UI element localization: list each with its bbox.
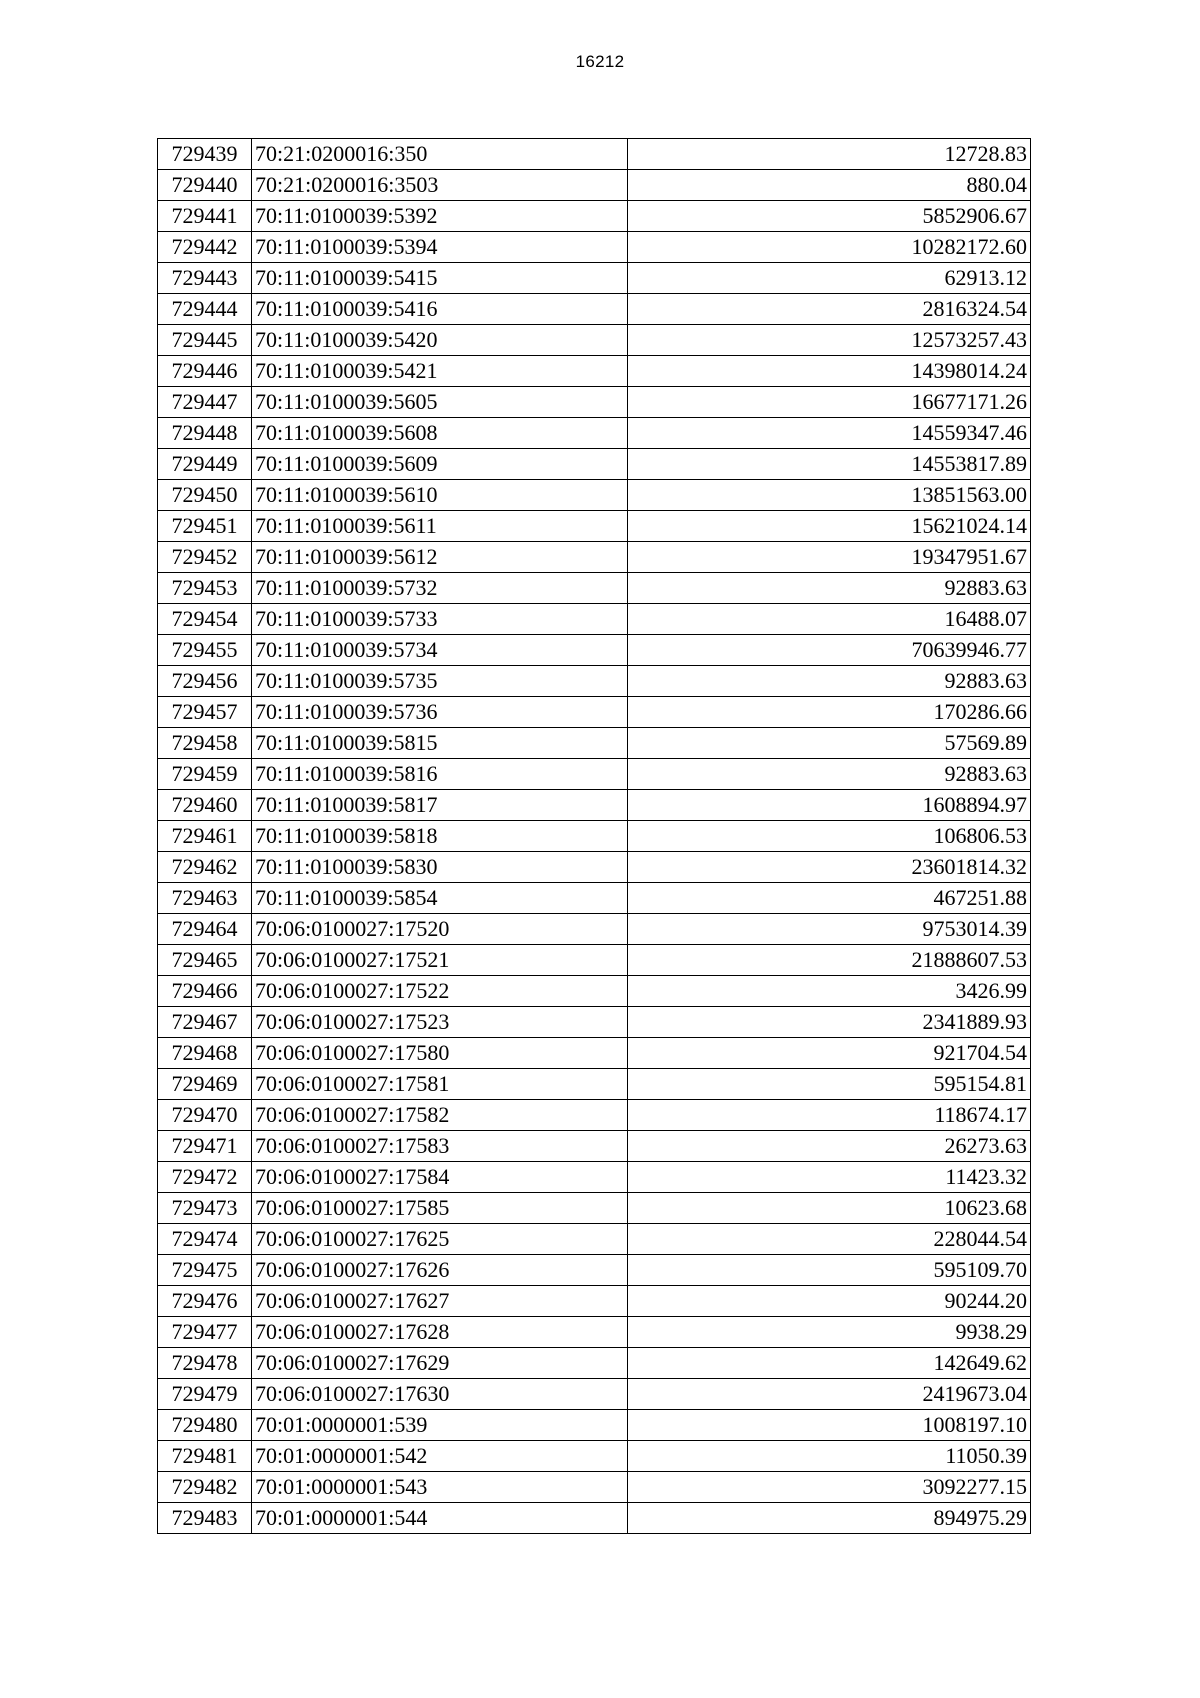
cadastral-number-cell: 70:06:0100027:17629 (252, 1348, 628, 1379)
cadastral-value-cell: 2419673.04 (628, 1379, 1031, 1410)
table-row (158, 914, 1031, 945)
row-number-cell: 729472 (158, 1162, 252, 1193)
table-row (158, 604, 1031, 635)
table-row (158, 573, 1031, 604)
row-number-cell: 729447 (158, 387, 252, 418)
table-row (158, 821, 1031, 852)
cadastral-value-cell: 595154.81 (628, 1069, 1031, 1100)
row-number-cell: 729476 (158, 1286, 252, 1317)
cadastral-value-cell: 894975.29 (628, 1503, 1031, 1534)
cadastral-number-cell: 70:11:0100039:5818 (252, 821, 628, 852)
cadastral-value-cell: 5852906.67 (628, 201, 1031, 232)
table-row (158, 1100, 1031, 1131)
table-row (158, 511, 1031, 542)
table-row (158, 325, 1031, 356)
table-row (158, 418, 1031, 449)
row-number-cell: 729467 (158, 1007, 252, 1038)
table-row (158, 449, 1031, 480)
row-number-cell: 729459 (158, 759, 252, 790)
cadastral-number-cell: 70:01:0000001:543 (252, 1472, 628, 1503)
row-number-cell: 729477 (158, 1317, 252, 1348)
cadastral-value-cell: 2341889.93 (628, 1007, 1031, 1038)
cadastral-number-cell: 70:06:0100027:17630 (252, 1379, 628, 1410)
cadastral-number-cell: 70:11:0100039:5815 (252, 728, 628, 759)
table-row (158, 170, 1031, 201)
cadastral-value-cell: 118674.17 (628, 1100, 1031, 1131)
row-number-cell: 729483 (158, 1503, 252, 1534)
row-number-cell: 729449 (158, 449, 252, 480)
cadastral-number-cell: 70:11:0100039:5736 (252, 697, 628, 728)
cadastral-number-cell: 70:06:0100027:17522 (252, 976, 628, 1007)
row-number-cell: 729464 (158, 914, 252, 945)
cadastral-value-cell: 12573257.43 (628, 325, 1031, 356)
row-number-cell: 729445 (158, 325, 252, 356)
cadastral-value-cell: 15621024.14 (628, 511, 1031, 542)
table-row (158, 1472, 1031, 1503)
cadastral-value-cell: 921704.54 (628, 1038, 1031, 1069)
table-row (158, 480, 1031, 511)
table-row (158, 1379, 1031, 1410)
cadastral-number-cell: 70:11:0100039:5394 (252, 232, 628, 263)
cadastral-value-cell: 1008197.10 (628, 1410, 1031, 1441)
row-number-cell: 729450 (158, 480, 252, 511)
row-number-cell: 729475 (158, 1255, 252, 1286)
table-row (158, 232, 1031, 263)
cadastral-number-cell: 70:11:0100039:5609 (252, 449, 628, 480)
table-row (158, 666, 1031, 697)
cadastral-number-cell: 70:01:0000001:544 (252, 1503, 628, 1534)
row-number-cell: 729468 (158, 1038, 252, 1069)
row-number-cell: 729452 (158, 542, 252, 573)
table-row (158, 945, 1031, 976)
cadastral-value-cell: 2816324.54 (628, 294, 1031, 325)
cadastral-number-cell: 70:06:0100027:17583 (252, 1131, 628, 1162)
table-row (158, 1038, 1031, 1069)
row-number-cell: 729474 (158, 1224, 252, 1255)
cadastral-value-cell: 26273.63 (628, 1131, 1031, 1162)
row-number-cell: 729461 (158, 821, 252, 852)
cadastral-number-cell: 70:11:0100039:5420 (252, 325, 628, 356)
cadastral-value-cell: 23601814.32 (628, 852, 1031, 883)
row-number-cell: 729442 (158, 232, 252, 263)
cadastral-number-cell: 70:01:0000001:539 (252, 1410, 628, 1441)
row-number-cell: 729443 (158, 263, 252, 294)
cadastral-number-cell: 70:11:0100039:5610 (252, 480, 628, 511)
row-number-cell: 729455 (158, 635, 252, 666)
cadastral-number-cell: 70:11:0100039:5816 (252, 759, 628, 790)
row-number-cell: 729482 (158, 1472, 252, 1503)
table-row (158, 635, 1031, 666)
cadastral-value-cell: 13851563.00 (628, 480, 1031, 511)
row-number-cell: 729441 (158, 201, 252, 232)
cadastral-number-cell: 70:06:0100027:17626 (252, 1255, 628, 1286)
cadastral-number-cell: 70:11:0100039:5735 (252, 666, 628, 697)
cadastral-value-cell: 595109.70 (628, 1255, 1031, 1286)
cadastral-number-cell: 70:21:0200016:350 (252, 139, 628, 170)
table-row (158, 201, 1031, 232)
cadastral-number-cell: 70:11:0100039:5734 (252, 635, 628, 666)
table-row (158, 759, 1031, 790)
cadastral-number-cell: 70:06:0100027:17585 (252, 1193, 628, 1224)
cadastral-number-cell: 70:06:0100027:17584 (252, 1162, 628, 1193)
cadastral-value-cell: 90244.20 (628, 1286, 1031, 1317)
cadastral-number-cell: 70:06:0100027:17628 (252, 1317, 628, 1348)
table-row (158, 263, 1031, 294)
cadastral-number-cell: 70:11:0100039:5830 (252, 852, 628, 883)
cadastral-value-cell: 9938.29 (628, 1317, 1031, 1348)
cadastral-number-cell: 70:06:0100027:17580 (252, 1038, 628, 1069)
cadastral-number-cell: 70:06:0100027:17521 (252, 945, 628, 976)
cadastral-number-cell: 70:11:0100039:5733 (252, 604, 628, 635)
cadastral-value-cell: 142649.62 (628, 1348, 1031, 1379)
cadastral-value-cell: 3426.99 (628, 976, 1031, 1007)
table-row (158, 1286, 1031, 1317)
row-number-cell: 729479 (158, 1379, 252, 1410)
table-row (158, 542, 1031, 573)
table-row (158, 1007, 1031, 1038)
cadastral-value-cell: 11423.32 (628, 1162, 1031, 1193)
table-row (158, 728, 1031, 759)
cadastral-value-cell: 11050.39 (628, 1441, 1031, 1472)
row-number-cell: 729444 (158, 294, 252, 325)
cadastral-value-cell: 16488.07 (628, 604, 1031, 635)
row-number-cell: 729439 (158, 139, 252, 170)
cadastral-value-cell: 12728.83 (628, 139, 1031, 170)
cadastral-number-cell: 70:06:0100027:17523 (252, 1007, 628, 1038)
row-number-cell: 729456 (158, 666, 252, 697)
table-row (158, 1069, 1031, 1100)
row-number-cell: 729453 (158, 573, 252, 604)
row-number-cell: 729469 (158, 1069, 252, 1100)
cadastral-value-cell: 14398014.24 (628, 356, 1031, 387)
cadastral-number-cell: 70:11:0100039:5421 (252, 356, 628, 387)
table-row (158, 1441, 1031, 1472)
cadastral-value-cell: 14553817.89 (628, 449, 1031, 480)
cadastral-number-cell: 70:11:0100039:5415 (252, 263, 628, 294)
table-row (158, 1410, 1031, 1441)
cadastral-value-cell: 70639946.77 (628, 635, 1031, 666)
table-row (158, 1193, 1031, 1224)
row-number-cell: 729448 (158, 418, 252, 449)
cadastral-number-cell: 70:06:0100027:17627 (252, 1286, 628, 1317)
cadastral-number-cell: 70:06:0100027:17625 (252, 1224, 628, 1255)
cadastral-value-cell: 92883.63 (628, 666, 1031, 697)
table-row (158, 883, 1031, 914)
cadastral-number-cell: 70:11:0100039:5854 (252, 883, 628, 914)
row-number-cell: 729481 (158, 1441, 252, 1472)
cadastral-value-cell: 1608894.97 (628, 790, 1031, 821)
row-number-cell: 729451 (158, 511, 252, 542)
row-number-cell: 729458 (158, 728, 252, 759)
table-row (158, 1224, 1031, 1255)
cadastral-number-cell: 70:11:0100039:5612 (252, 542, 628, 573)
cadastral-value-cell: 10282172.60 (628, 232, 1031, 263)
table-row (158, 294, 1031, 325)
row-number-cell: 729466 (158, 976, 252, 1007)
row-number-cell: 729457 (158, 697, 252, 728)
row-number-cell: 729471 (158, 1131, 252, 1162)
table-row (158, 356, 1031, 387)
row-number-cell: 729460 (158, 790, 252, 821)
row-number-cell: 729454 (158, 604, 252, 635)
page-number: 16212 (575, 52, 625, 71)
table-row (158, 1348, 1031, 1379)
cadastral-value-cell: 92883.63 (628, 759, 1031, 790)
table-row (158, 387, 1031, 418)
cadastral-number-cell: 70:11:0100039:5611 (252, 511, 628, 542)
cadastral-value-cell: 228044.54 (628, 1224, 1031, 1255)
cadastral-value-cell: 3092277.15 (628, 1472, 1031, 1503)
row-number-cell: 729470 (158, 1100, 252, 1131)
table-row (158, 1317, 1031, 1348)
cadastral-number-cell: 70:01:0000001:542 (252, 1441, 628, 1472)
row-number-cell: 729465 (158, 945, 252, 976)
cadastral-number-cell: 70:21:0200016:3503 (252, 170, 628, 201)
row-number-cell: 729463 (158, 883, 252, 914)
cadastral-number-cell: 70:11:0100039:5817 (252, 790, 628, 821)
cadastral-value-cell: 106806.53 (628, 821, 1031, 852)
cadastral-number-cell: 70:06:0100027:17520 (252, 914, 628, 945)
cadastral-number-cell: 70:11:0100039:5392 (252, 201, 628, 232)
row-number-cell: 729480 (158, 1410, 252, 1441)
table-row (158, 697, 1031, 728)
cadastral-number-cell: 70:06:0100027:17582 (252, 1100, 628, 1131)
table-body (158, 139, 1031, 1534)
cadastral-value-cell: 880.04 (628, 170, 1031, 201)
table-row (158, 139, 1031, 170)
cadastral-value-cell: 467251.88 (628, 883, 1031, 914)
cadastral-value-cell: 16677171.26 (628, 387, 1031, 418)
table-row (158, 976, 1031, 1007)
cadastral-value-cell: 21888607.53 (628, 945, 1031, 976)
table-row (158, 852, 1031, 883)
table-row (158, 790, 1031, 821)
row-number-cell: 729478 (158, 1348, 252, 1379)
cadastral-value-cell: 57569.89 (628, 728, 1031, 759)
cadastral-value-cell: 170286.66 (628, 697, 1031, 728)
row-number-cell: 729473 (158, 1193, 252, 1224)
table-row (158, 1162, 1031, 1193)
table-row (158, 1255, 1031, 1286)
cadastral-number-cell: 70:11:0100039:5608 (252, 418, 628, 449)
table-row (158, 1131, 1031, 1162)
row-number-cell: 729440 (158, 170, 252, 201)
cadastral-number-cell: 70:11:0100039:5416 (252, 294, 628, 325)
row-number-cell: 729462 (158, 852, 252, 883)
cadastral-value-cell: 62913.12 (628, 263, 1031, 294)
cadastral-value-cell: 14559347.46 (628, 418, 1031, 449)
cadastral-number-cell: 70:11:0100039:5605 (252, 387, 628, 418)
cadastral-number-cell: 70:11:0100039:5732 (252, 573, 628, 604)
cadastral-number-cell: 70:06:0100027:17581 (252, 1069, 628, 1100)
cadastral-value-table (157, 138, 1031, 1534)
cadastral-value-cell: 10623.68 (628, 1193, 1031, 1224)
cadastral-value-cell: 92883.63 (628, 573, 1031, 604)
cadastral-value-cell: 9753014.39 (628, 914, 1031, 945)
table-row (158, 1503, 1031, 1534)
row-number-cell: 729446 (158, 356, 252, 387)
cadastral-value-cell: 19347951.67 (628, 542, 1031, 573)
